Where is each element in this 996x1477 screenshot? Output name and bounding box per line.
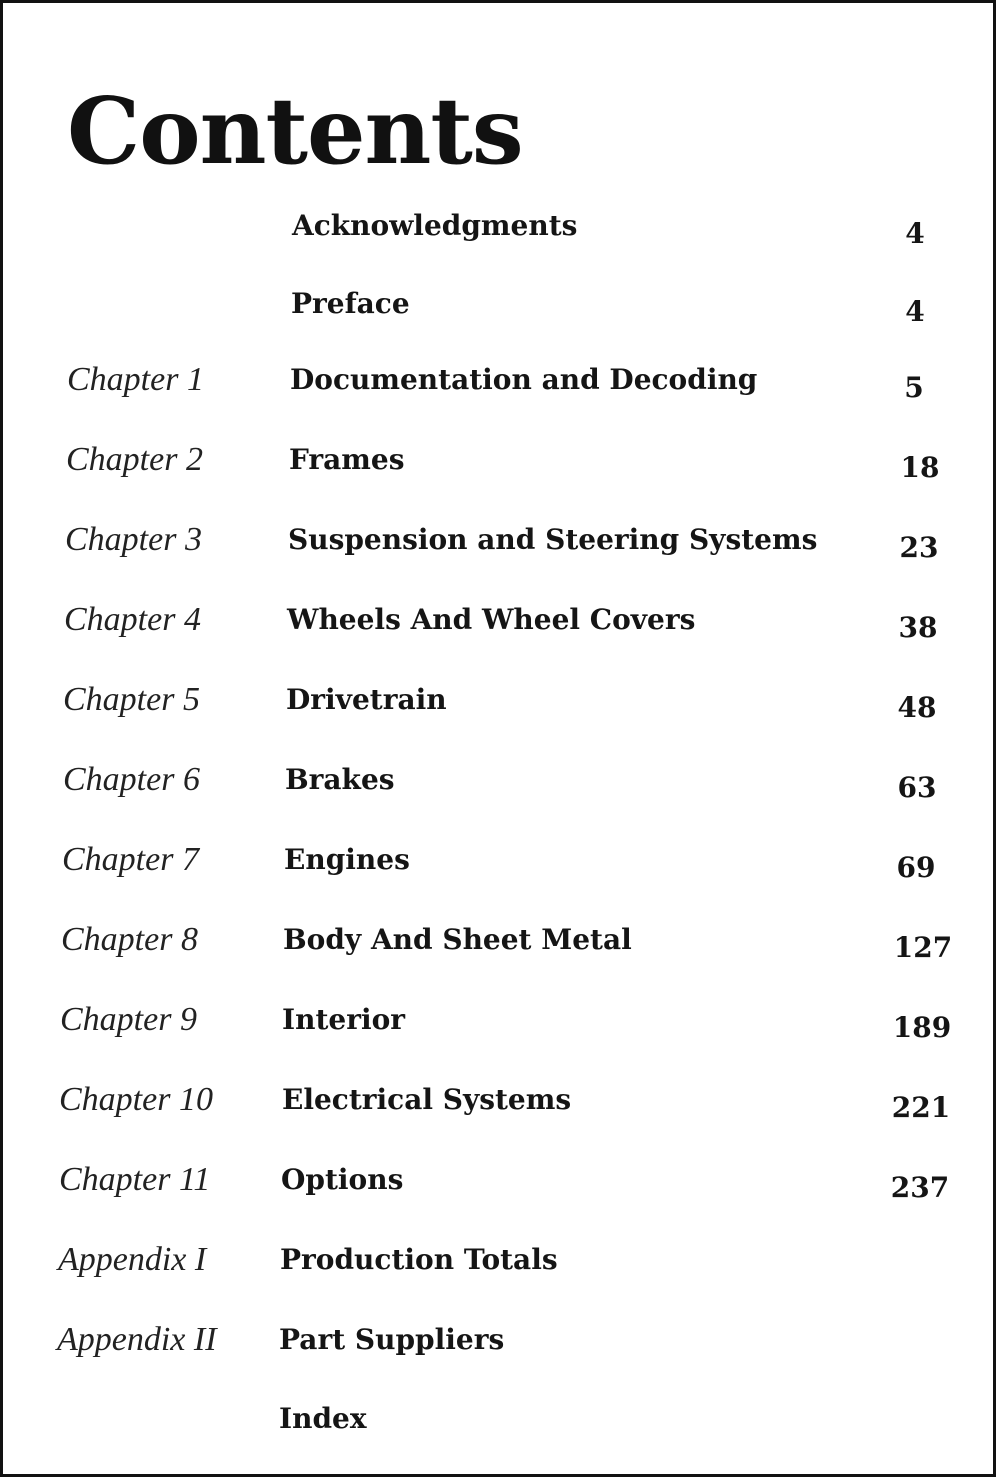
toc-title: Body And Sheet Metal: [283, 923, 632, 956]
toc-title: Frames: [289, 443, 405, 476]
toc-label: Chapter 1: [67, 361, 204, 398]
toc-label: Chapter 6: [63, 761, 200, 798]
toc-page-number: 189: [892, 1011, 952, 1044]
toc-title: Interior: [282, 1003, 406, 1036]
toc-label: Chapter 2: [66, 441, 203, 478]
toc-page-number: 38: [898, 611, 938, 644]
toc-title: Electrical Systems: [282, 1083, 572, 1116]
toc-row-index: [3, 1399, 996, 1459]
toc-row-appendix-1: [3, 1240, 996, 1300]
toc-label: Chapter 8: [61, 921, 198, 958]
toc-row-chapter-4: [3, 600, 996, 660]
toc-label: Chapter 7: [62, 841, 199, 878]
toc-page-number: 4: [905, 295, 925, 328]
toc-title: Brakes: [285, 763, 395, 796]
toc-row-chapter-3: [3, 520, 996, 580]
toc-label: Chapter 5: [63, 681, 200, 718]
toc-row-chapter-5: [3, 680, 996, 740]
toc-row-chapter-10: [3, 1080, 996, 1140]
toc-label: Appendix II: [57, 1321, 217, 1358]
toc-row-preface: [3, 284, 996, 344]
toc-label: Appendix I: [58, 1241, 207, 1278]
toc-title: Acknowledgments: [292, 209, 578, 242]
toc-title: Options: [281, 1163, 404, 1196]
toc-row-acknowledgments: [3, 206, 996, 266]
toc-title: Wheels And Wheel Covers: [287, 603, 696, 636]
toc-title: Suspension and Steering Systems: [288, 523, 818, 556]
toc-row-chapter-6: [3, 760, 996, 820]
toc-row-chapter-2: [3, 440, 996, 500]
toc-page-number: 23: [899, 531, 939, 564]
toc-title: Engines: [284, 843, 410, 876]
toc-page-number: 63: [897, 771, 937, 804]
toc-label: Chapter 11: [59, 1161, 211, 1198]
toc-title: Preface: [291, 287, 410, 320]
toc-page-number: 127: [893, 931, 953, 964]
toc-page-number: 4: [905, 217, 925, 250]
toc-title: Documentation and Decoding: [290, 363, 758, 396]
toc-row-chapter-1: [3, 360, 996, 420]
toc-title: Drivetrain: [286, 683, 447, 716]
toc-label: Chapter 4: [64, 601, 201, 638]
toc-title: Production Totals: [280, 1243, 558, 1276]
toc-row-appendix-2: [3, 1320, 996, 1380]
toc-row-chapter-9: [3, 1000, 996, 1060]
toc-row-chapter-8: [3, 920, 996, 980]
page-title: Contents: [67, 77, 523, 185]
toc-label: Chapter 10: [59, 1081, 213, 1118]
toc-page-number: 18: [900, 451, 940, 484]
toc-page-number: 221: [891, 1091, 951, 1124]
toc-label: Chapter 9: [60, 1001, 197, 1038]
toc-title: Part Suppliers: [279, 1323, 505, 1356]
toc-page-number: 237: [890, 1171, 950, 1204]
toc-label: Chapter 3: [65, 521, 202, 558]
toc-row-chapter-7: [3, 840, 996, 900]
toc-page-number: 5: [904, 371, 924, 404]
toc-row-chapter-11: [3, 1160, 996, 1220]
toc-page-number: 69: [896, 851, 936, 884]
toc-page-number: 48: [897, 691, 937, 724]
toc-title: Index: [279, 1402, 367, 1435]
